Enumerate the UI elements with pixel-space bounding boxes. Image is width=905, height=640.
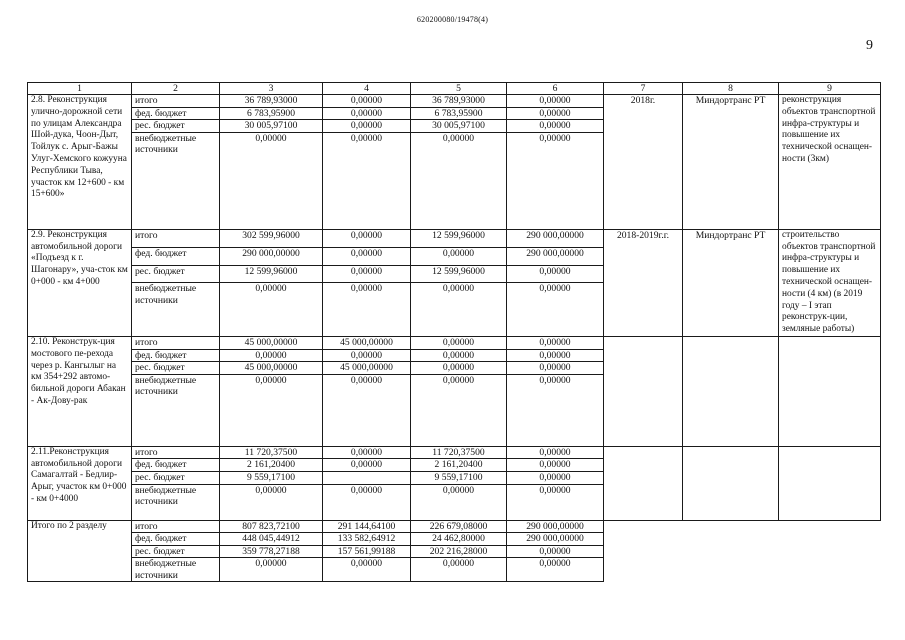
total-value-cell: 290 000,00000 — [220, 247, 323, 265]
executor-cell — [683, 336, 779, 446]
table-row — [28, 229, 881, 247]
funding-source-cell: фед. бюджет — [132, 107, 220, 120]
value-2018-cell: 0,00000 — [323, 283, 411, 337]
header-cell: 9 — [779, 83, 881, 95]
empty-cell — [604, 520, 881, 582]
value-2018-cell: 291 144,64100 — [323, 520, 411, 533]
value-2019-cell: 12 599,96000 — [411, 265, 507, 283]
total-value-cell: 12 599,96000 — [220, 265, 323, 283]
value-2018-cell: 0,00000 — [323, 95, 411, 108]
document-code: 620200080/19478(4) — [416, 15, 489, 24]
value-2018-cell: 0,00000 — [323, 459, 411, 472]
value-2020-cell: 290 000,00000 — [507, 247, 604, 265]
funding-source-cell: фед. бюджет — [132, 247, 220, 265]
value-2018-cell: 45 000,00000 — [323, 336, 411, 349]
expected-result-cell: реконструкция объектов транспортной инфра-структуры и повышение их технической оснащен-ности (3км) — [779, 95, 881, 230]
value-2019-cell: 0,00000 — [411, 374, 507, 446]
header-cell: 8 — [683, 83, 779, 95]
value-2019-cell: 30 005,97100 — [411, 120, 507, 133]
value-2018-cell: 0,00000 — [323, 558, 411, 582]
value-2020-cell: 290 000,00000 — [507, 533, 604, 546]
value-2019-cell: 12 599,96000 — [411, 229, 507, 247]
value-2020-cell: 0,00000 — [507, 336, 604, 349]
value-2020-cell: 0,00000 — [507, 362, 604, 375]
total-value-cell: 45 000,00000 — [220, 362, 323, 375]
value-2020-cell: 0,00000 — [507, 107, 604, 120]
total-value-cell: 2 161,20400 — [220, 459, 323, 472]
value-2020-cell: 0,00000 — [507, 446, 604, 459]
total-value-cell: 0,00000 — [220, 132, 323, 229]
executor-cell: Миндортранс РТ — [683, 229, 779, 336]
value-2019-cell: 11 720,37500 — [411, 446, 507, 459]
implementation-period-cell: 2018г. — [604, 95, 683, 230]
value-2019-cell: 2 161,20400 — [411, 459, 507, 472]
measure-name-cell: 2.9. Реконструкция автомобильной дороги «Подъезд к г. Шагонару», уча-сток км 0+000 - км 4+000 — [28, 229, 132, 336]
value-2020-cell: 0,00000 — [507, 459, 604, 472]
value-2019-cell: 226 679,08000 — [411, 520, 507, 533]
value-2020-cell: 0,00000 — [507, 374, 604, 446]
value-2018-cell: 133 582,64912 — [323, 533, 411, 546]
value-2020-cell: 0,00000 — [507, 265, 604, 283]
value-2018-cell: 0,00000 — [323, 132, 411, 229]
table-row — [28, 336, 881, 349]
header-row — [28, 83, 881, 95]
funding-source-cell: итого — [132, 336, 220, 349]
funding-source-cell: рес. бюджет — [132, 471, 220, 484]
value-2018-cell: 0,00000 — [323, 265, 411, 283]
value-2019-cell: 0,00000 — [411, 283, 507, 337]
funding-source-cell: внебюджетные источники — [132, 558, 220, 582]
expected-result-cell — [779, 446, 881, 520]
funding-source-cell: рес. бюджет — [132, 265, 220, 283]
value-2018-cell: 0,00000 — [323, 446, 411, 459]
total-value-cell: 0,00000 — [220, 349, 323, 362]
total-value-cell: 11 720,37500 — [220, 446, 323, 459]
value-2020-cell: 0,00000 — [507, 283, 604, 337]
total-value-cell: 359 778,27188 — [220, 545, 323, 558]
executor-cell: Миндортранс РТ — [683, 95, 779, 230]
value-2018-cell: 0,00000 — [323, 374, 411, 446]
budget-table — [27, 82, 881, 582]
total-value-cell: 0,00000 — [220, 283, 323, 337]
value-2020-cell: 0,00000 — [507, 545, 604, 558]
measure-name-cell: Итого по 2 разделу — [28, 520, 132, 582]
value-2018-cell: 0,00000 — [323, 484, 411, 520]
expected-result-cell — [779, 336, 881, 446]
funding-source-cell: внебюджетные источники — [132, 484, 220, 520]
total-value-cell: 45 000,00000 — [220, 336, 323, 349]
value-2019-cell: 0,00000 — [411, 336, 507, 349]
total-value-cell: 0,00000 — [220, 558, 323, 582]
table-row — [28, 446, 881, 459]
value-2019-cell: 0,00000 — [411, 362, 507, 375]
header-cell: 2 — [132, 83, 220, 95]
value-2018-cell: 0,00000 — [323, 349, 411, 362]
funding-source-cell: итого — [132, 520, 220, 533]
total-value-cell: 36 789,93000 — [220, 95, 323, 108]
header-cell: 4 — [323, 83, 411, 95]
funding-source-cell: рес. бюджет — [132, 120, 220, 133]
measure-name-cell: 2.8. Реконструкция улично-дорожной сети по улицам Александра Шой-дука, Чоон-Дыт, Тойлук с. Арыг-Бажы Улуг-Хемского кожууна Республики Тыва, участок км 12+600 - км 15+600» — [28, 95, 132, 230]
page-number: 9 — [866, 38, 873, 53]
total-value-cell: 0,00000 — [220, 374, 323, 446]
value-2020-cell: 0,00000 — [507, 132, 604, 229]
total-value-cell: 0,00000 — [220, 484, 323, 520]
value-2019-cell: 9 559,17100 — [411, 471, 507, 484]
total-value-cell: 30 005,97100 — [220, 120, 323, 133]
funding-source-cell: фед. бюджет — [132, 349, 220, 362]
value-2020-cell: 0,00000 — [507, 558, 604, 582]
value-2019-cell: 0,00000 — [411, 132, 507, 229]
value-2018-cell: 0,00000 — [323, 107, 411, 120]
value-2019-cell: 36 789,93000 — [411, 95, 507, 108]
value-2020-cell: 0,00000 — [507, 95, 604, 108]
header-cell: 6 — [507, 83, 604, 95]
implementation-period-cell — [604, 336, 683, 446]
implementation-period-cell: 2018-2019г.г. — [604, 229, 683, 336]
header-cell: 3 — [220, 83, 323, 95]
value-2020-cell: 0,00000 — [507, 349, 604, 362]
total-value-cell: 6 783,95900 — [220, 107, 323, 120]
funding-source-cell: внебюджетные источники — [132, 283, 220, 337]
value-2019-cell: 0,00000 — [411, 558, 507, 582]
value-2018-cell: 0,00000 — [323, 120, 411, 133]
total-value-cell: 302 599,96000 — [220, 229, 323, 247]
table-row — [28, 95, 881, 108]
value-2020-cell: 290 000,00000 — [507, 520, 604, 533]
header-cell: 5 — [411, 83, 507, 95]
funding-source-cell: внебюджетные источники — [132, 374, 220, 446]
header-cell: 7 — [604, 83, 683, 95]
total-value-cell: 807 823,72100 — [220, 520, 323, 533]
value-2018-cell: 157 561,99188 — [323, 545, 411, 558]
value-2019-cell: 0,00000 — [411, 349, 507, 362]
value-2019-cell: 24 462,80000 — [411, 533, 507, 546]
value-2018-cell: 0,00000 — [323, 229, 411, 247]
measure-name-cell: 2.10. Реконструк-ция мостового пе-рехода через р. Кангылыг на км 354+292 автомо-бильной дороги Абакан - Ак-Дову-рак — [28, 336, 132, 446]
funding-source-cell: рес. бюджет — [132, 362, 220, 375]
value-2020-cell: 0,00000 — [507, 471, 604, 484]
value-2018-cell — [323, 471, 411, 484]
measure-name-cell: 2.11.Реконструкция автомобильной дороги Самагалтай - Бедлир-Арыг, участок км 0+000 - км 0+4000 — [28, 446, 132, 520]
funding-source-cell: итого — [132, 95, 220, 108]
implementation-period-cell — [604, 446, 683, 520]
total-value-cell: 9 559,17100 — [220, 471, 323, 484]
value-2019-cell: 0,00000 — [411, 484, 507, 520]
value-2018-cell: 45 000,00000 — [323, 362, 411, 375]
value-2020-cell: 290 000,00000 — [507, 229, 604, 247]
funding-source-cell: внебюджетные источники — [132, 132, 220, 229]
value-2020-cell: 0,00000 — [507, 120, 604, 133]
executor-cell — [683, 446, 779, 520]
value-2020-cell: 0,00000 — [507, 484, 604, 520]
funding-source-cell: итого — [132, 229, 220, 247]
expected-result-cell: строительство объектов транспортной инфра-структуры и повышение их технической оснащен-ности (4 км) (в 2019 году – I этап реконструк-ции, земляные работы) — [779, 229, 881, 336]
value-2018-cell: 0,00000 — [323, 247, 411, 265]
funding-source-cell: фед. бюджет — [132, 533, 220, 546]
table-row — [28, 520, 881, 533]
value-2019-cell: 0,00000 — [411, 247, 507, 265]
funding-source-cell: фед. бюджет — [132, 459, 220, 472]
header-cell: 1 — [28, 83, 132, 95]
total-value-cell: 448 045,44912 — [220, 533, 323, 546]
value-2019-cell: 6 783,95900 — [411, 107, 507, 120]
value-2019-cell: 202 216,28000 — [411, 545, 507, 558]
funding-source-cell: итого — [132, 446, 220, 459]
funding-source-cell: рес. бюджет — [132, 545, 220, 558]
